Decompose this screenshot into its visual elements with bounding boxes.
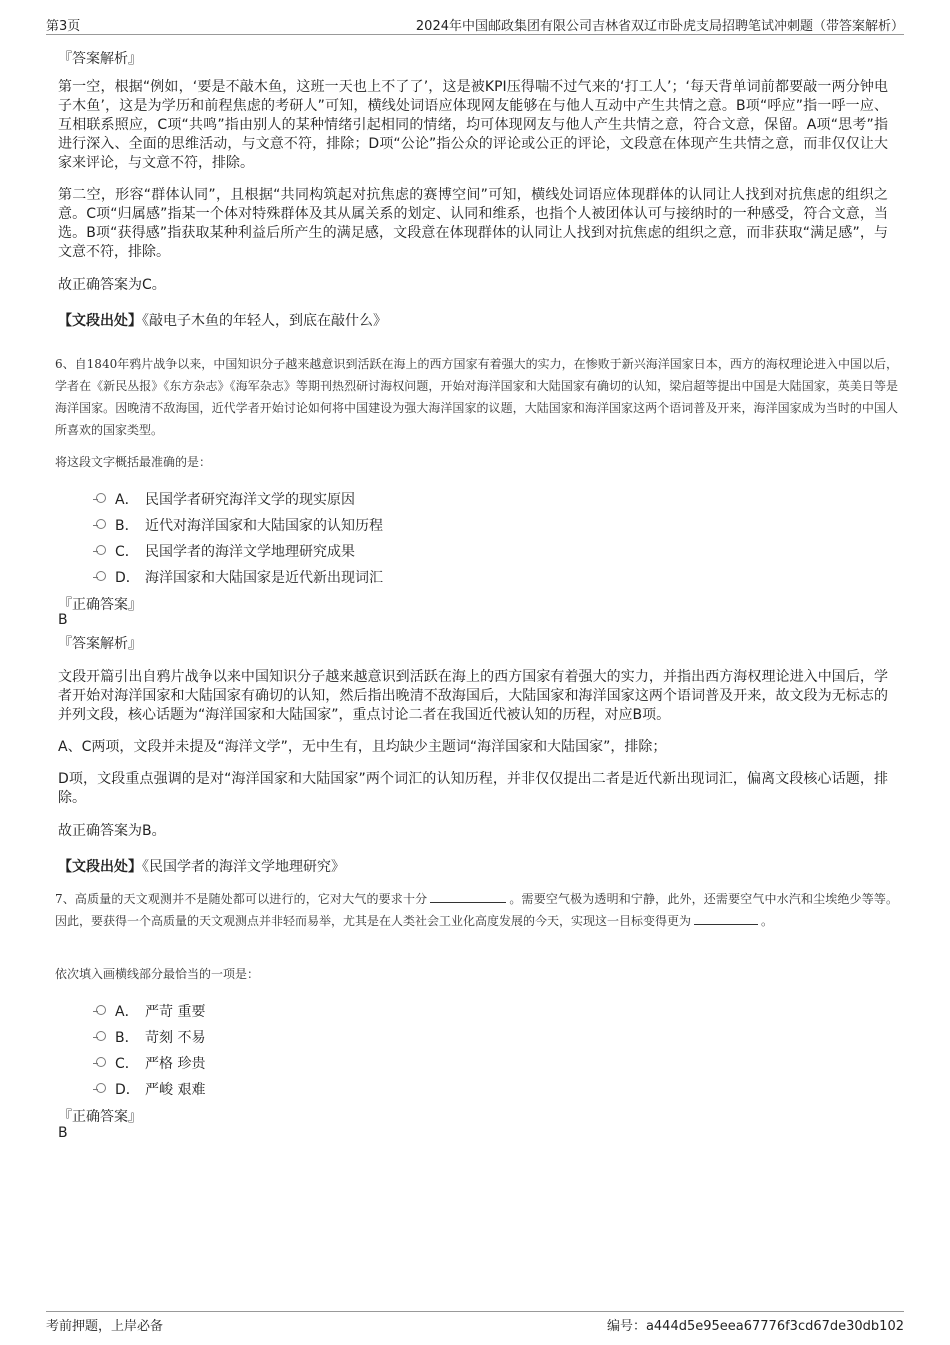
option-text: 严苛 重要 [145,1004,206,1020]
q6-answer-label: 『正确答案』 [58,597,142,613]
option-text: 民国学者的海洋文学地理研究成果 [145,544,355,560]
radio-icon[interactable] [96,493,106,503]
option-key: A． [115,1004,139,1020]
q6-answer: B [58,612,68,628]
page-number: 第3页 [46,19,81,34]
q7-text-part-3: 。 [761,914,774,928]
radio-icon[interactable] [96,545,106,555]
q6-question-text: 6、自1840年鸦片战争以来，中国知识分子越来越意识到活跃在海上的西方国家有着强大的实力，在惨败于新兴海洋国家日本，西方的海权理论进入中国以后，学者在《新民丛报》《东方杂志》《海军杂志》等期刊热烈研讨海权问题，开始对海洋国家和大陆国家有确切的认知，梁启超等提出中国是大陆国家，英美日等是海洋国家。因晚清不敌海国，近代学者开始讨论如何将中国建设为强大海洋国家的议题，大陆国家和海洋国家这两个语词普及开来，海洋国家成为当时的中国人所喜欢的国家类型。 [55,357,898,437]
q7-prompt: 依次填入画横线部分最恰当的一项是： [55,967,260,981]
q6-conclusion: 故正确答案为B。 [58,823,166,839]
radio-icon[interactable] [96,1031,106,1041]
option-text: 严峻 艰难 [145,1082,206,1098]
q6-prompt: 将这段文字概括最准确的是： [55,455,212,469]
radio-icon[interactable] [96,1005,106,1015]
q7-text-part-2: 。需要空气极为透明和宁静，此外，还需要空气中水汽和尘埃绝少等等。因此，要获得一个高质量的天文观测点并非轻而易举，尤其是在人类社会工业化高度发展的今天，实现这一目标变得更为 [55,892,898,928]
q6-analysis-label: 『答案解析』 [58,636,142,652]
option-text: 近代对海洋国家和大陆国家的认知历程 [145,518,383,534]
q5-analysis-label: 『答案解析』 [58,51,142,67]
option-key: D． [115,1082,140,1098]
q6-analysis-paragraph-2: A、C两项，文段并未提及“海洋文学”，无中生有，且均缺少主题词“海洋国家和大陆国家”，排除； [58,739,667,755]
radio-icon[interactable] [96,571,106,581]
q5-analysis-paragraph-1: 第一空，根据“例如，‘要是不敲木鱼，这班一天也上不了了’，这是被KPI压得喘不过气来的‘打工人’；‘每天背单词前都要敲一两分钟电子木鱼’，这是为学历和前程焦虑的考研人”可知，横线处词语应体现网友能够在与他人互动中产生共情之意。B项“呼应”指一呼一应、互相联系照应，C项“共鸣”指由别人的某种情绪引起相同的情绪，均可体现网友与他人产生共情之意，符合文意，保留。A项“思考”指进行深入、全面的思维活动，与文意不符，排除；D项“公论”指公众的评论或公正的评论，文段意在体现产生共情之意，而非仅仅让大家来评论，与文意不符，排除。 [58,79,888,171]
option-key: B． [115,1030,139,1046]
option-key: C． [115,1056,139,1072]
option-text: 严格 珍贵 [145,1056,206,1072]
fill-blank-1 [430,890,506,903]
q6-analysis-paragraph-3: D项，文段重点强调的是对“海洋国家和大陆国家”两个词汇的认知历程，并非仅仅提出二者是近代新出现词汇，偏离文段核心话题，排除。 [58,771,888,806]
q5-source-label: 【文段出处】 [58,313,142,329]
q7-answer-label: 『正确答案』 [58,1109,142,1125]
option-key: A． [115,492,139,508]
page-footer [46,1311,904,1334]
q5-source [58,310,387,330]
q6-source-text: 《民国学者的海洋文学地理研究》 [142,859,345,875]
q7-answer: B [58,1125,68,1141]
radio-icon[interactable] [96,519,106,529]
q7-text-part-1: 7、高质量的天文观测并不是随处都可以进行的，它对大气的要求十分 [55,892,428,906]
q6-analysis-paragraph-1: 文段开篇引出自鸦片战争以来中国知识分子越来越意识到活跃在海上的西方国家有着强大的实力，并指出西方海权理论进入中国后，学者开始对海洋国家和大陆国家有确切的认知，然后指出晚清不敌海国后，大陆国家和海洋国家这两个语词普及开来，故文段为无标志的并列文段，核心话题为“海洋国家和大陆国家”，重点讨论二者在我国近代被认知的历程，对应B项。 [58,669,888,723]
q5-source-text: 《敲电子木鱼的年轻人，到底在敲什么》 [142,313,387,329]
q6-source-label: 【文段出处】 [58,859,142,875]
q6-source [58,856,345,876]
document-code: 编号：a444d5e95eea67776f3cd67de30db102 [606,1319,904,1334]
option-key: B． [115,518,139,534]
option-text: 苛刻 不易 [145,1030,206,1046]
option-text: 海洋国家和大陆国家是近代新出现词汇 [145,570,383,586]
page-header [46,14,904,35]
q5-conclusion: 故正确答案为C。 [58,277,166,293]
option-key: D． [115,570,140,586]
footer-slogan: 考前押题，上岸必备 [46,1319,164,1334]
radio-icon[interactable] [96,1083,106,1093]
option-key: C． [115,544,139,560]
option-text: 民国学者研究海洋文学的现实原因 [145,492,355,508]
fill-blank-2 [694,912,758,925]
radio-icon[interactable] [96,1057,106,1067]
q5-analysis-paragraph-2: 第二空，形容“群体认同”，且根据“共同构筑起对抗焦虑的赛博空间”可知，横线处词语应体现群体的认同让人找到对抗焦虑的组织之意。C项“归属感”指某一个体对特殊群体及其从属关系的划定、认同和维系，也指个人被团体认可与接纳时的一种感受，符合文意，当选。B项“获得感”指获取某种利益后所产生的满足感，文段意在体现群体的认同让人找到对抗焦虑的组织之意，而非获取“满足感”，与文意不符，排除。 [58,187,888,260]
q7-question-text [55,888,898,932]
document-title: 2024年中国邮政集团有限公司吉林省双辽市卧虎支局招聘笔试冲刺题（带答案解析） [415,19,904,34]
